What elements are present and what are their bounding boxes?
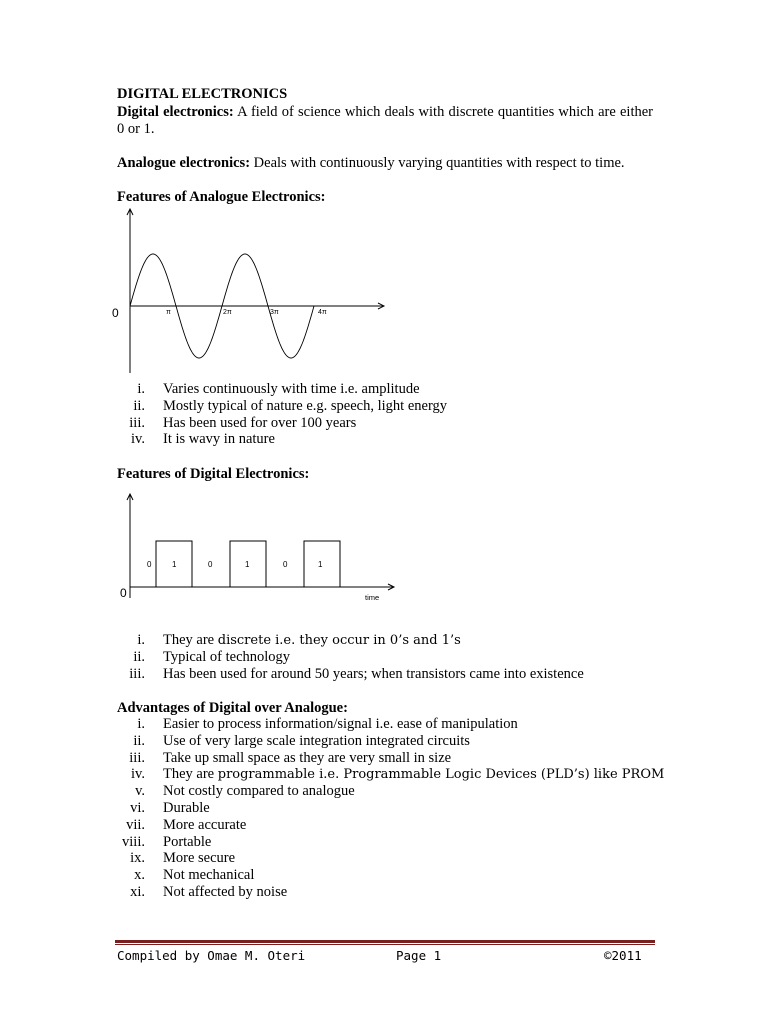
digital-term: Digital electronics: [117,104,234,120]
list-item: iii. Has been used for around 50 years; when transistors came into existence [129,665,584,682]
document-title: DIGITAL ELECTRONICS [117,86,288,102]
tick-label-3pi: 3π [270,309,279,316]
list-item: x. Not mechanical [134,867,255,884]
list-item: ii. Use of very large scale integration integrated circuits [133,732,470,749]
analogue-term: Analogue electronics: [117,155,251,171]
list-item: i. Easier to process information/signal i.e. ease of manipulation [137,716,518,732]
advantages-list [117,716,665,901]
bit-label: 0 [208,560,213,569]
footer-copyright: ©2011 [604,948,642,963]
list-item: iv. It is wavy in nature [131,431,275,448]
tick-label-pi: π [166,309,171,316]
footer-rule-thin [115,944,655,945]
bit-label: 1 [172,560,177,569]
bit-label: 1 [318,560,323,569]
square-origin-label: 0 [120,586,127,600]
analogue-features-list [117,381,653,448]
footer-rule-thick [115,940,655,943]
bit-label: 1 [245,560,250,569]
digital-definition [117,104,653,138]
analogue-definition [117,155,653,172]
digital-definition-text: A field of science which deals with discrete quantities which are either 0 or 1. [117,104,653,137]
list-item: vii. More accurate [126,816,247,833]
list-item: xi. Not affected by noise [130,883,288,900]
list-item: v. Not costly compared to analogue [135,783,355,800]
footer-author: Compiled by Omae M. Oteri [117,948,306,963]
list-item: iv. They are programmable i.e. Programmable Logic Devices (PLD’s) like PROM [131,766,665,783]
square-wave-graph [118,490,398,610]
sine-wave-graph [110,205,400,375]
list-item: i. They are discrete i.e. they occur in 0’s and 1’s [137,632,461,648]
sine-origin-label: 0 [112,306,119,320]
analogue-definition-text: Deals with continuously varying quantities with respect to time. [250,155,625,171]
time-axis-label: time [365,593,380,602]
tick-label-4pi: 4π [318,309,327,316]
list-item: viii. Portable [122,833,212,850]
digital-features-heading: Features of Digital Electronics: [117,466,310,482]
list-item: vi. Durable [130,799,210,816]
list-item: ix. More secure [130,850,236,867]
footer-page-number: Page 1 [396,948,442,963]
list-item: i. Varies continuously with time i.e. amplitude [137,381,420,397]
advantages-heading: Advantages of Digital over Analogue: [117,700,348,716]
list-item: ii. Typical of technology [133,648,291,665]
list-item: ii. Mostly typical of nature e.g. speech, light energy [133,397,448,414]
list-item: iii. Has been used for over 100 years [129,414,357,431]
list-item: iii. Take up small space as they are very small in size [129,749,452,766]
bit-label: 0 [147,560,152,569]
bit-label: 0 [283,560,288,569]
tick-label-2pi: 2π [223,309,232,316]
analogue-features-heading: Features of Analogue Electronics: [117,189,326,205]
digital-features-list [117,632,653,682]
